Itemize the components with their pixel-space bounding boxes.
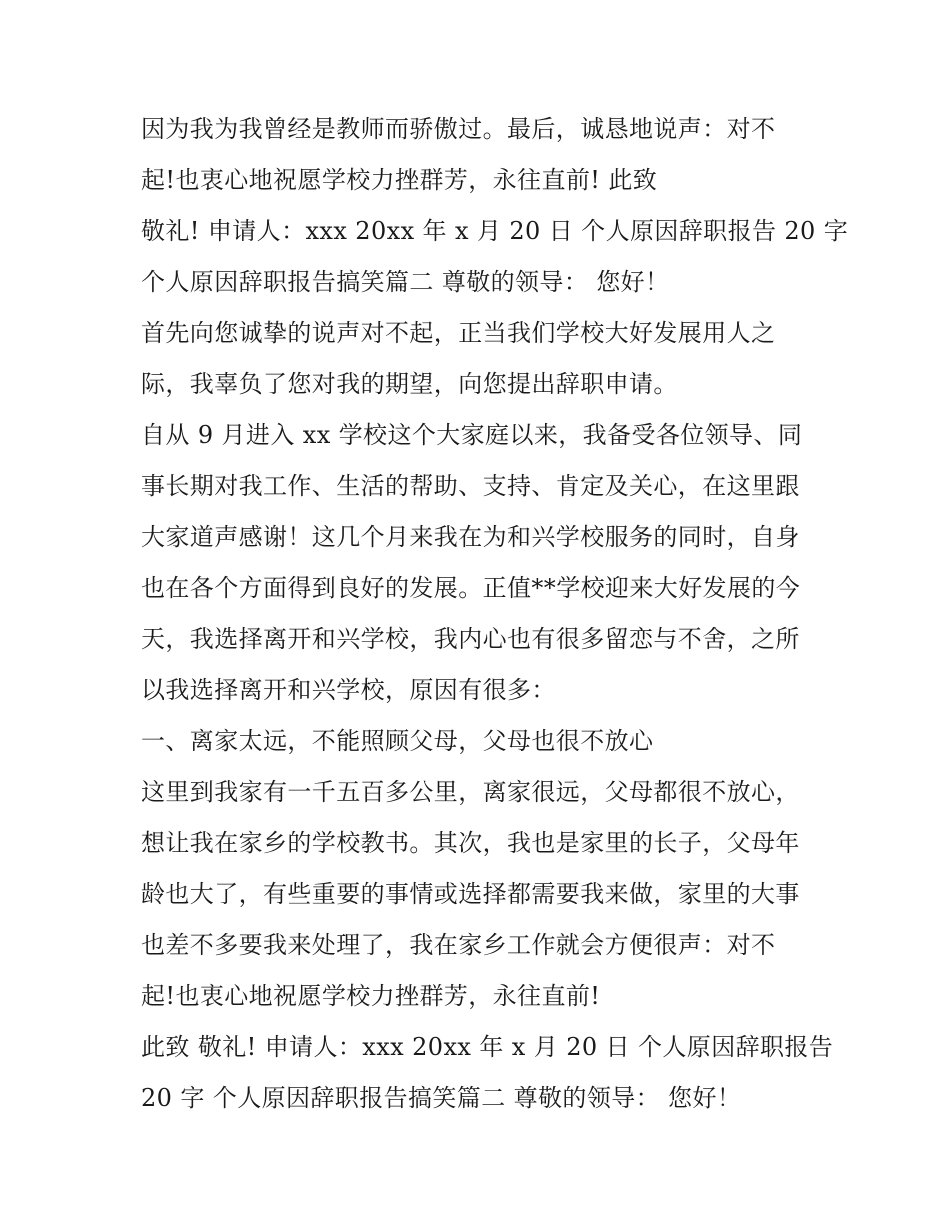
text-line: 这里到我家有一千五百多公里，离家很远，父母都很不放心，: [141, 778, 800, 806]
text-line: 龄也大了，有些重要的事情或选择都需要我来做，家里的大事: [141, 880, 800, 908]
text-line: 个人原因辞职报告搞笑篇二 尊敬的领导： 您好！: [141, 268, 670, 296]
text-line: 事长期对我工作、生活的帮助、支持、肯定及关心，在这里跟: [141, 472, 800, 500]
text-line: 一、离家太远，不能照顾父母，父母也很不放心: [141, 727, 654, 755]
text-line: 大家道声感谢！这几个月来我在为和兴学校服务的同时，自身: [141, 523, 800, 551]
text-line: 20 字 个人原因辞职报告搞笑篇二 尊敬的领导： 您好！: [141, 1084, 742, 1112]
text-line: 以我选择离开和兴学校，原因有很多：: [141, 676, 556, 704]
text-line: 也差不多要我来处理了，我在家乡工作就会方便很声：对不: [141, 931, 776, 959]
text-line: 敬礼! 申请人：xxx 20xx 年 x 月 20 日 个人原因辞职报告 20 字: [141, 217, 849, 245]
text-line: 此致 敬礼! 申请人：xxx 20xx 年 x 月 20 日 个人原因辞职报告: [141, 1033, 834, 1061]
text-line: 首先向您诚挚的说声对不起，正当我们学校大好发展用人之: [141, 319, 776, 347]
text-line: 际，我辜负了您对我的期望，向您提出辞职申请。: [141, 370, 678, 398]
text-line: 天，我选择离开和兴学校，我内心也有很多留恋与不舍，之所: [141, 625, 800, 653]
text-line: 因为我为我曾经是教师而骄傲过。最后，诚恳地说声：对不: [141, 115, 776, 143]
text-line: 起!也衷心地祝愿学校力挫群芳，永往直前!: [141, 982, 601, 1010]
document-body: [141, 104, 849, 1124]
text-line: 也在各个方面得到良好的发展。正值**学校迎来大好发展的今: [141, 574, 801, 602]
text-line: 想让我在家乡的学校教书。其次，我也是家里的长子，父母年: [141, 829, 800, 857]
text-line: 起!也衷心地祝愿学校力挫群芳，永往直前! 此致: [141, 166, 658, 194]
text-line: 自从 9 月进入 xx 学校这个大家庭以来，我备受各位领导、同: [141, 421, 803, 449]
